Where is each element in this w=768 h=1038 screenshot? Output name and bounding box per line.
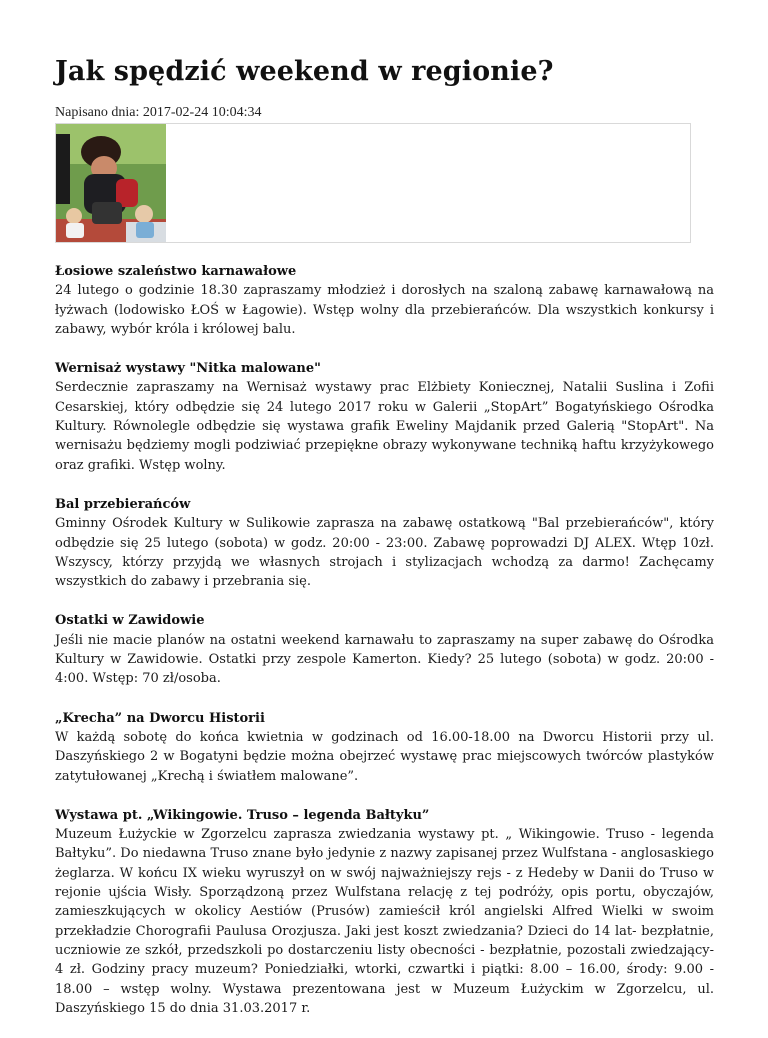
article-body: W każdą sobotę do końca kwietnia w godzinach od 16.00-18.00 na Dworcu Historii przy ul. Daszyńskiego 2 w Bogatyni będzie można obejrzeć wystawę prac miejscowych twórców plastyków zatytułowanej „Krechą i światłem malowane”. — [55, 729, 714, 784]
article-body: Serdecznie zapraszamy na Wernisaż wystawy prac Elżbiety Koniecznej, Natalii Suslina i Zofii Cesarskiej, który odbędzie się 24 lutego 2017 roku w Galerii „StopArt” Bogatyńskiego Ośrodka Kultury. Równolegle odbędzie się wystawa grafik Eweliny Majdanik przed Galerią "StopArt". Na wernisażu będziemy mogli podziwiać przepiękne obrazy wykonywane techniką haftu krzyżykowego oraz grafiki. Wstęp wolny. — [55, 380, 714, 473]
page-title: Jak spędzić weekend w regionie? — [55, 56, 554, 87]
event-photo — [56, 124, 166, 242]
article-item — [55, 359, 714, 475]
article-list — [55, 262, 714, 1038]
article-heading: Ostatki w Zawidowie — [55, 613, 205, 629]
event-photo-illustration — [56, 124, 166, 242]
article-item — [55, 806, 714, 1018]
article-body: Gminny Ośrodek Kultury w Sulikowie zaprasza na zabawę ostatkową "Bal przebierańców", który odbędzie się 25 lutego (sobota) w godz. 20:00 - 23:00. Zabawę poprowadzi DJ ALEX. Wtęp 10zł. Wszyscy, którzy przyjdą we własnych strojach i stylizacjach wchodzą za darmo! Zachęcamy wszystkich do zabawy i przebrania się. — [55, 516, 714, 590]
article-item — [55, 262, 714, 339]
article-heading: Wernisaż wystawy "Nitka malowane" — [55, 361, 321, 377]
article-item — [55, 709, 714, 786]
article-heading: Łosiowe szaleństwo karnawałowe — [55, 264, 297, 279]
article-heading: „Krecha” na Dworcu Historii — [55, 710, 265, 726]
article-body: Jeśli nie macie planów na ostatni weekend karnawału to zapraszamy na super zabawę do Ośrodka Kultury w Zawidowie. Ostatki przy zespole Kamerton. Kiedy? 25 lutego (sobota) w godz. 20:00 - 4:00. Wstęp: 70 zł/osoba. — [55, 632, 714, 687]
article-body: 24 lutego o godzinie 18.30 zapraszamy młodzież i dorosłych na szaloną zabawę karnawałową na łyżwach (lodowisko ŁOŚ w Łagowie). Wstęp wolny dla przebierańców. Dla wszystkich konkursy i zabawy, wybór króla i królowej balu. — [55, 283, 714, 337]
article-heading: Bal przebierańców — [55, 496, 191, 512]
article-image-frame — [55, 123, 691, 243]
publish-date: Napisano dnia: 2017-02-24 10:04:34 — [55, 105, 262, 120]
article-item — [55, 611, 714, 688]
article-heading: Wystawa pt. „Wikingowie. Truso – legenda Bałtyku” — [55, 807, 430, 823]
article-body: Muzeum Łużyckie w Zgorzelcu zaprasza zwiedzania wystawy pt. „ Wikingowie. Truso - legenda Bałtyku”. Do niedawna Truso znane było jedynie z nazwy zapisanej przez Wulfstana - anglosaskiego żeglarza. W końcu IX wieku wyruszył on w swój najważniejszy rejs - z Hedeby w Danii do Truso w rejonie ujścia Wisły. Sporządzoną przez Wulfstana relację z tej podróży, opis portu, obyczajów, zamieszkujących w okolicy Aestiów (Prusów) zamieścił król angielski Alfred Wielki w swoim przekładzie Chorografii Paulusa Orozjusza. Jaki jest koszt zwiedzania? Dzieci do 14 lat- bezpłatnie, uczniowie ze szkół, przedszkoli po dostarczeniu listy obecności - bezpłatnie, pozostali zwiedzający- 4 zł. Godziny pracy muzeum? Poniedziałki, wtorki, czwartki i piątki: 8.00 – 16.00, środy: 9.00 - 18.00 – wstęp wolny. Wystawa prezentowana jest w Muzeum Łużyckim w Zgorzelcu, ul. Daszyńskiego 15 do dnia 31.03.2017 r. — [55, 827, 714, 1016]
article-item — [55, 495, 714, 591]
